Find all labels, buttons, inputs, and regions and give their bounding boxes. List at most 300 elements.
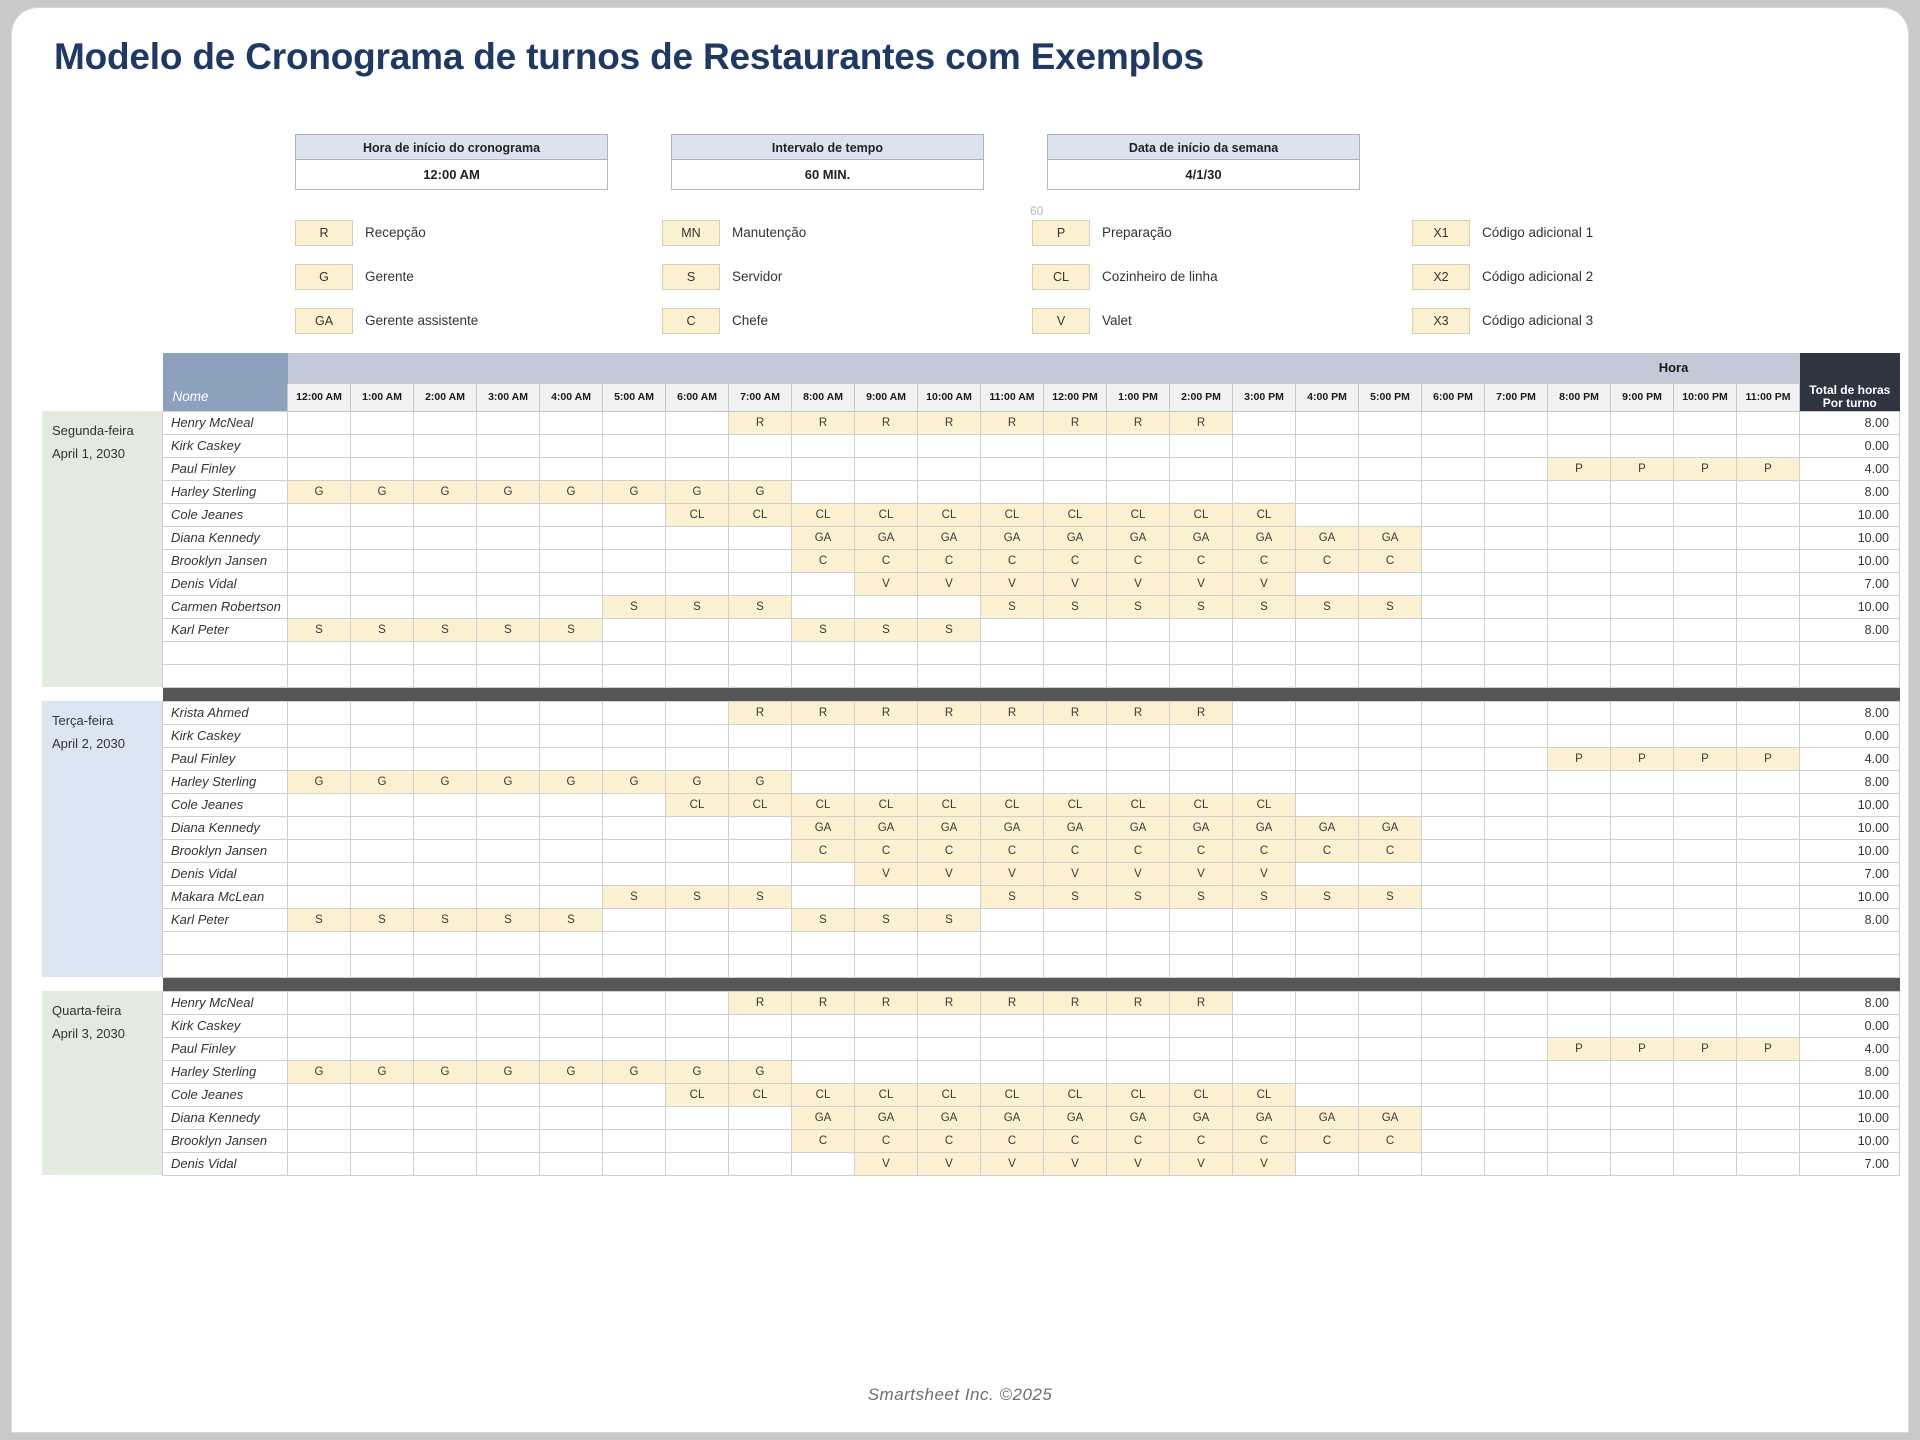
shift-cell-empty[interactable] [1107,724,1170,747]
shift-cell-filled[interactable]: V [1170,572,1233,595]
shift-cell-empty[interactable] [981,480,1044,503]
shift-cell-empty[interactable] [603,434,666,457]
shift-cell-filled[interactable]: S [288,618,351,641]
shift-cell-empty[interactable] [1296,747,1359,770]
shift-cell-empty[interactable] [414,747,477,770]
shift-cell-empty[interactable] [918,747,981,770]
shift-cell-empty[interactable] [729,839,792,862]
shift-cell-empty[interactable] [1674,908,1737,931]
shift-cell-empty[interactable] [1737,991,1800,1014]
shift-cell-empty[interactable] [351,701,414,724]
shift-cell-filled[interactable]: R [1107,701,1170,724]
shift-cell-empty[interactable] [1611,1129,1674,1152]
shift-cell-empty[interactable] [666,1129,729,1152]
shift-cell-empty[interactable] [792,1152,855,1175]
shift-cell-empty[interactable] [414,1152,477,1175]
shift-cell-empty[interactable] [1737,411,1800,434]
shift-cell-empty[interactable] [1359,1037,1422,1060]
shift-cell-empty[interactable] [1485,618,1548,641]
shift-cell-filled[interactable]: G [603,1060,666,1083]
employee-name[interactable]: Paul Finley [163,457,288,480]
shift-cell-empty[interactable] [1548,1129,1611,1152]
legend-code-p[interactable]: P [1032,220,1090,246]
shift-cell-empty[interactable] [1296,411,1359,434]
shift-cell-empty[interactable] [1737,816,1800,839]
shift-cell-empty[interactable] [918,885,981,908]
shift-cell-filled[interactable]: GA [792,816,855,839]
shift-cell-filled[interactable]: V [1170,862,1233,885]
shift-cell-empty[interactable] [981,908,1044,931]
shift-cell-filled[interactable]: G [351,480,414,503]
shift-cell-empty[interactable] [1422,1014,1485,1037]
shift-cell-empty[interactable] [1485,480,1548,503]
shift-cell-empty[interactable] [729,1106,792,1129]
shift-cell-empty[interactable] [855,1014,918,1037]
shift-cell-empty[interactable] [666,908,729,931]
shift-cell-empty[interactable] [855,885,918,908]
shift-cell-empty[interactable] [1485,549,1548,572]
shift-cell-empty[interactable] [855,457,918,480]
shift-cell-empty[interactable] [918,770,981,793]
shift-cell-empty[interactable] [918,457,981,480]
shift-cell-empty[interactable] [540,793,603,816]
shift-cell-filled[interactable]: V [1044,1152,1107,1175]
shift-cell-filled[interactable]: GA [1044,1106,1107,1129]
shift-cell-empty[interactable] [603,526,666,549]
shift-cell-filled[interactable]: CL [1170,793,1233,816]
shift-cell-empty[interactable] [981,1014,1044,1037]
shift-cell-empty[interactable] [1296,991,1359,1014]
shift-cell-empty[interactable] [540,862,603,885]
shift-cell-empty[interactable] [351,839,414,862]
shift-cell-filled[interactable]: CL [792,793,855,816]
shift-cell-empty[interactable] [1422,770,1485,793]
shift-cell-filled[interactable]: CL [792,1083,855,1106]
shift-cell-empty[interactable] [1737,724,1800,747]
shift-cell-empty[interactable] [1359,908,1422,931]
employee-name[interactable]: Henry McNeal [163,991,288,1014]
shift-cell-filled[interactable]: GA [1359,816,1422,839]
shift-cell-empty[interactable] [1422,1083,1485,1106]
shift-cell-filled[interactable]: C [1296,1129,1359,1152]
shift-cell-filled[interactable]: C [1233,1129,1296,1152]
shift-cell-filled[interactable]: V [981,572,1044,595]
shift-cell-empty[interactable] [1485,839,1548,862]
shift-cell-empty[interactable] [288,724,351,747]
shift-cell-empty[interactable] [792,457,855,480]
shift-cell-empty[interactable] [1170,747,1233,770]
shift-cell-empty[interactable] [351,595,414,618]
shift-cell-empty[interactable] [1422,503,1485,526]
shift-cell-empty[interactable] [1485,595,1548,618]
shift-cell-empty[interactable] [666,862,729,885]
shift-cell-empty[interactable] [477,793,540,816]
shift-cell-empty[interactable] [414,862,477,885]
shift-cell-empty[interactable] [1737,480,1800,503]
shift-cell-empty[interactable] [1611,1152,1674,1175]
shift-cell-filled[interactable]: GA [1359,526,1422,549]
shift-cell-empty[interactable] [1422,747,1485,770]
shift-cell-empty[interactable] [1485,724,1548,747]
shift-cell-filled[interactable]: S [288,908,351,931]
shift-cell-filled[interactable]: C [981,839,1044,862]
shift-cell-empty[interactable] [1548,618,1611,641]
shift-cell-empty[interactable] [1737,526,1800,549]
shift-cell-empty[interactable] [1674,793,1737,816]
shift-cell-filled[interactable]: V [855,572,918,595]
shift-cell-filled[interactable]: GA [1359,1106,1422,1129]
shift-cell-filled[interactable]: CL [666,503,729,526]
shift-cell-filled[interactable]: CL [981,1083,1044,1106]
shift-cell-empty[interactable] [1107,770,1170,793]
employee-name[interactable]: Diana Kennedy [163,526,288,549]
shift-cell-empty[interactable] [1674,816,1737,839]
employee-name[interactable]: Harley Sterling [163,770,288,793]
shift-cell-empty[interactable] [1359,1014,1422,1037]
shift-cell-empty[interactable] [1296,1083,1359,1106]
shift-cell-filled[interactable]: C [1044,1129,1107,1152]
shift-cell-empty[interactable] [855,595,918,618]
shift-cell-empty[interactable] [666,434,729,457]
shift-cell-filled[interactable]: GA [1170,816,1233,839]
shift-cell-empty[interactable] [477,1129,540,1152]
shift-cell-filled[interactable]: P [1548,457,1611,480]
shift-cell-empty[interactable] [981,770,1044,793]
shift-cell-filled[interactable]: V [1107,572,1170,595]
shift-cell-filled[interactable]: P [1611,457,1674,480]
employee-name[interactable]: Paul Finley [163,747,288,770]
shift-cell-empty[interactable] [351,1152,414,1175]
shift-cell-empty[interactable] [1233,411,1296,434]
shift-cell-empty[interactable] [1611,434,1674,457]
shift-cell-empty[interactable] [1170,618,1233,641]
shift-cell-empty[interactable] [603,793,666,816]
shift-cell-filled[interactable]: R [918,411,981,434]
shift-cell-empty[interactable] [414,549,477,572]
shift-cell-empty[interactable] [1548,1152,1611,1175]
shift-cell-empty[interactable] [1611,885,1674,908]
shift-cell-filled[interactable]: V [1170,1152,1233,1175]
shift-cell-empty[interactable] [1485,1152,1548,1175]
shift-cell-empty[interactable] [477,1152,540,1175]
shift-cell-empty[interactable] [351,724,414,747]
shift-cell-empty[interactable] [729,1152,792,1175]
shift-cell-empty[interactable] [1737,839,1800,862]
shift-cell-filled[interactable]: R [1044,991,1107,1014]
shift-cell-empty[interactable] [1548,816,1611,839]
shift-cell-empty[interactable] [1548,572,1611,595]
shift-cell-filled[interactable]: S [981,885,1044,908]
shift-cell-empty[interactable] [477,549,540,572]
shift-cell-empty[interactable] [1485,747,1548,770]
shift-cell-empty[interactable] [1611,816,1674,839]
shift-cell-empty[interactable] [288,526,351,549]
shift-cell-empty[interactable] [1044,770,1107,793]
shift-cell-empty[interactable] [1737,793,1800,816]
shift-cell-filled[interactable]: P [1737,457,1800,480]
shift-cell-empty[interactable] [288,595,351,618]
shift-cell-filled[interactable]: P [1611,747,1674,770]
shift-cell-empty[interactable] [288,1014,351,1037]
shift-cell-filled[interactable]: S [1233,885,1296,908]
employee-name[interactable]: Kirk Caskey [163,434,288,457]
shift-cell-filled[interactable]: CL [918,793,981,816]
shift-cell-empty[interactable] [918,1014,981,1037]
shift-cell-empty[interactable] [729,434,792,457]
shift-cell-empty[interactable] [1611,549,1674,572]
employee-name[interactable]: Brooklyn Jansen [163,839,288,862]
shift-cell-filled[interactable]: G [666,480,729,503]
shift-cell-empty[interactable] [603,1129,666,1152]
shift-cell-empty[interactable] [1674,526,1737,549]
shift-cell-empty[interactable] [540,503,603,526]
shift-cell-filled[interactable]: R [792,701,855,724]
employee-name[interactable]: Krista Ahmed [163,701,288,724]
shift-cell-empty[interactable] [540,701,603,724]
shift-cell-empty[interactable] [792,724,855,747]
shift-cell-empty[interactable] [414,1106,477,1129]
shift-cell-empty[interactable] [351,885,414,908]
shift-cell-filled[interactable]: V [1044,572,1107,595]
shift-cell-empty[interactable] [414,1083,477,1106]
shift-cell-empty[interactable] [1422,816,1485,839]
shift-cell-empty[interactable] [1422,411,1485,434]
shift-cell-filled[interactable]: G [477,770,540,793]
employee-name[interactable]: Diana Kennedy [163,1106,288,1129]
shift-cell-empty[interactable] [1674,480,1737,503]
shift-cell-empty[interactable] [1674,1014,1737,1037]
employee-name[interactable]: Kirk Caskey [163,1014,288,1037]
shift-cell-empty[interactable] [981,457,1044,480]
setting-value-1[interactable]: 60 MIN. [671,160,984,190]
shift-cell-filled[interactable]: R [855,701,918,724]
shift-cell-empty[interactable] [1422,793,1485,816]
shift-cell-filled[interactable]: S [729,885,792,908]
employee-name[interactable]: Denis Vidal [163,1152,288,1175]
shift-cell-empty[interactable] [1737,862,1800,885]
shift-cell-empty[interactable] [1107,1037,1170,1060]
shift-cell-empty[interactable] [792,862,855,885]
shift-cell-empty[interactable] [1674,839,1737,862]
shift-cell-filled[interactable]: C [1170,1129,1233,1152]
shift-cell-empty[interactable] [1107,747,1170,770]
legend-code-x3[interactable]: X3 [1412,308,1470,334]
shift-cell-empty[interactable] [1422,1129,1485,1152]
shift-cell-empty[interactable] [1044,434,1107,457]
shift-cell-empty[interactable] [1359,724,1422,747]
shift-cell-empty[interactable] [1422,862,1485,885]
shift-cell-empty[interactable] [1233,434,1296,457]
shift-cell-empty[interactable] [855,724,918,747]
shift-cell-empty[interactable] [288,503,351,526]
shift-cell-empty[interactable] [540,1083,603,1106]
shift-cell-empty[interactable] [351,411,414,434]
shift-cell-empty[interactable] [1170,434,1233,457]
shift-cell-filled[interactable]: CL [1107,503,1170,526]
shift-cell-empty[interactable] [1737,770,1800,793]
shift-cell-filled[interactable]: C [1233,839,1296,862]
shift-cell-empty[interactable] [1422,480,1485,503]
shift-cell-empty[interactable] [603,549,666,572]
shift-cell-filled[interactable]: CL [1107,1083,1170,1106]
shift-cell-filled[interactable]: P [1548,747,1611,770]
shift-cell-filled[interactable]: R [1170,701,1233,724]
shift-cell-empty[interactable] [1674,434,1737,457]
shift-cell-empty[interactable] [1548,480,1611,503]
shift-cell-filled[interactable]: CL [855,503,918,526]
shift-cell-empty[interactable] [1233,908,1296,931]
shift-cell-empty[interactable] [1233,1037,1296,1060]
shift-cell-filled[interactable]: C [1044,549,1107,572]
shift-cell-filled[interactable]: S [666,595,729,618]
shift-cell-filled[interactable]: R [729,411,792,434]
shift-cell-filled[interactable]: R [1107,411,1170,434]
shift-cell-empty[interactable] [1359,793,1422,816]
shift-cell-empty[interactable] [1737,701,1800,724]
shift-cell-empty[interactable] [1485,816,1548,839]
shift-cell-filled[interactable]: C [918,549,981,572]
shift-cell-empty[interactable] [1107,908,1170,931]
employee-name[interactable]: Brooklyn Jansen [163,1129,288,1152]
shift-cell-empty[interactable] [288,839,351,862]
shift-cell-empty[interactable] [1359,572,1422,595]
shift-cell-empty[interactable] [603,862,666,885]
shift-cell-empty[interactable] [288,572,351,595]
shift-cell-filled[interactable]: GA [1170,526,1233,549]
shift-cell-filled[interactable]: GA [1296,1106,1359,1129]
shift-cell-empty[interactable] [351,1129,414,1152]
shift-cell-empty[interactable] [603,839,666,862]
shift-cell-empty[interactable] [1611,618,1674,641]
shift-cell-filled[interactable]: GA [1233,1106,1296,1129]
shift-cell-empty[interactable] [288,885,351,908]
shift-cell-filled[interactable]: G [351,1060,414,1083]
shift-cell-empty[interactable] [1548,1060,1611,1083]
shift-cell-empty[interactable] [918,724,981,747]
shift-cell-empty[interactable] [1674,724,1737,747]
shift-cell-filled[interactable]: P [1548,1037,1611,1060]
shift-cell-filled[interactable]: G [540,770,603,793]
shift-cell-filled[interactable]: S [477,908,540,931]
shift-cell-empty[interactable] [540,595,603,618]
shift-cell-empty[interactable] [1674,572,1737,595]
shift-cell-empty[interactable] [1422,701,1485,724]
employee-name[interactable]: Carmen Robertson [163,595,288,618]
shift-cell-empty[interactable] [1548,793,1611,816]
shift-cell-filled[interactable]: G [351,770,414,793]
shift-cell-empty[interactable] [1548,434,1611,457]
shift-cell-empty[interactable] [918,1060,981,1083]
shift-cell-empty[interactable] [477,816,540,839]
shift-cell-empty[interactable] [540,1152,603,1175]
shift-cell-empty[interactable] [540,991,603,1014]
shift-cell-filled[interactable]: P [1737,1037,1800,1060]
shift-cell-empty[interactable] [477,572,540,595]
shift-cell-empty[interactable] [729,908,792,931]
shift-cell-filled[interactable]: S [1044,595,1107,618]
shift-cell-empty[interactable] [1170,770,1233,793]
shift-cell-filled[interactable]: S [792,908,855,931]
shift-cell-empty[interactable] [1422,1037,1485,1060]
shift-cell-filled[interactable]: S [1107,885,1170,908]
shift-cell-filled[interactable]: GA [981,816,1044,839]
shift-cell-empty[interactable] [729,526,792,549]
shift-cell-filled[interactable]: R [1170,411,1233,434]
shift-cell-empty[interactable] [729,1037,792,1060]
shift-cell-filled[interactable]: G [477,1060,540,1083]
shift-cell-empty[interactable] [414,839,477,862]
shift-cell-empty[interactable] [729,1129,792,1152]
shift-cell-empty[interactable] [1674,991,1737,1014]
shift-cell-filled[interactable]: C [855,839,918,862]
shift-cell-empty[interactable] [1044,1037,1107,1060]
shift-cell-empty[interactable] [666,701,729,724]
employee-name[interactable]: Karl Peter [163,908,288,931]
shift-cell-filled[interactable]: C [1107,839,1170,862]
shift-cell-empty[interactable] [603,816,666,839]
employee-name[interactable]: Brooklyn Jansen [163,549,288,572]
shift-cell-filled[interactable]: P [1674,457,1737,480]
shift-cell-filled[interactable]: CL [1170,1083,1233,1106]
shift-cell-empty[interactable] [1674,701,1737,724]
shift-cell-empty[interactable] [666,572,729,595]
employee-name[interactable]: Denis Vidal [163,862,288,885]
shift-cell-empty[interactable] [540,434,603,457]
shift-cell-filled[interactable]: R [1044,411,1107,434]
shift-cell-empty[interactable] [1359,434,1422,457]
shift-cell-empty[interactable] [1422,618,1485,641]
shift-cell-empty[interactable] [603,747,666,770]
shift-cell-empty[interactable] [414,503,477,526]
employee-name[interactable]: Cole Jeanes [163,503,288,526]
shift-cell-empty[interactable] [351,1083,414,1106]
shift-cell-empty[interactable] [603,701,666,724]
shift-cell-empty[interactable] [288,701,351,724]
shift-cell-empty[interactable] [288,411,351,434]
shift-cell-empty[interactable] [351,526,414,549]
shift-cell-filled[interactable]: R [729,701,792,724]
shift-cell-empty[interactable] [981,618,1044,641]
employee-name[interactable]: Kirk Caskey [163,724,288,747]
shift-cell-empty[interactable] [351,457,414,480]
shift-cell-filled[interactable]: S [477,618,540,641]
shift-cell-empty[interactable] [792,1014,855,1037]
shift-cell-empty[interactable] [1359,991,1422,1014]
shift-cell-empty[interactable] [1485,1037,1548,1060]
shift-cell-empty[interactable] [1233,1060,1296,1083]
legend-code-s[interactable]: S [662,264,720,290]
shift-cell-empty[interactable] [288,793,351,816]
shift-cell-empty[interactable] [1611,724,1674,747]
shift-cell-empty[interactable] [477,1014,540,1037]
shift-cell-empty[interactable] [1233,991,1296,1014]
shift-cell-empty[interactable] [1422,457,1485,480]
shift-cell-empty[interactable] [792,572,855,595]
shift-cell-filled[interactable]: G [729,1060,792,1083]
shift-cell-empty[interactable] [603,411,666,434]
shift-cell-empty[interactable] [351,991,414,1014]
shift-cell-empty[interactable] [540,457,603,480]
shift-cell-filled[interactable]: S [351,618,414,641]
shift-cell-filled[interactable]: G [540,1060,603,1083]
shift-cell-empty[interactable] [1485,1083,1548,1106]
shift-cell-empty[interactable] [666,457,729,480]
shift-cell-empty[interactable] [1737,434,1800,457]
shift-cell-empty[interactable] [1611,839,1674,862]
shift-cell-empty[interactable] [1485,885,1548,908]
shift-cell-empty[interactable] [540,526,603,549]
shift-cell-filled[interactable]: S [540,618,603,641]
